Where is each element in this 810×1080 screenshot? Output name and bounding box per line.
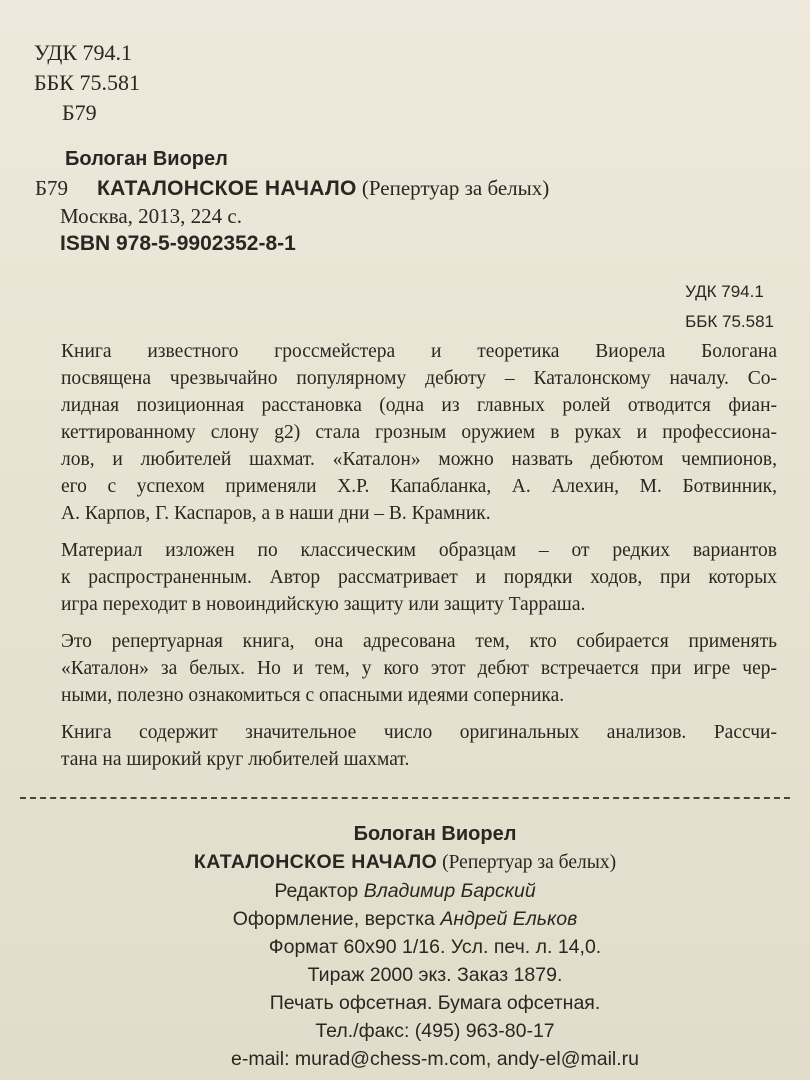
abstract-line: лидная позиционная расстановка (одна из главных ролей отводится фиан- (61, 395, 777, 416)
abstract-paragraph-3 (25, 628, 777, 709)
colophon-author: Бологан Виорел (353, 823, 517, 845)
card-publication: Москва, 2013, 224 с. (60, 204, 242, 228)
colophon-editor (0, 877, 810, 905)
abstract-line: Книга содержит значительное число оригинальных анализов. Рассчи- (61, 722, 777, 743)
colophon-title-rest: (Репертуар за белых) (442, 852, 617, 873)
bbk-code: ББК 75.581 (34, 70, 140, 95)
card-title-rest: (Репертуар за белых) (361, 176, 550, 200)
colophon (0, 820, 810, 1073)
abstract-line: А. Карпов, Г. Каспаров, а в наши дни – В. Крамник. (61, 503, 491, 524)
card-isbn: ISBN 978-5-9902352-8-1 (60, 232, 296, 255)
editor-name: Владимир Барский (363, 880, 536, 902)
abstract-line: лов, и любителей шахмат. «Каталон» можно назвать дебютом чемпионов, (61, 449, 777, 470)
abstract-paragraph-2 (25, 537, 777, 618)
colophon-printing: Печать офсетная. Бумага офсетная. (269, 992, 601, 1014)
classification-codes (34, 38, 140, 128)
abstract-paragraph-1 (25, 338, 777, 527)
colophon-title (0, 848, 810, 877)
card-title (97, 176, 549, 201)
colophon-email: e-mail: murad@chess-m.com, andy-el@mail.ru (230, 1048, 640, 1070)
colophon-design (0, 905, 810, 933)
abstract-line: посвящена чрезвычайно популярному дебюту – Каталонскому началу. Со- (61, 368, 777, 389)
colophon-phone: Тел./факс: (495) 963-80-17 (315, 1020, 555, 1042)
right-udk-code: УДК 794.1 (685, 282, 764, 301)
design-name: Андрей Ельков (440, 908, 578, 930)
right-bbk-code: ББК 75.581 (685, 312, 774, 331)
abstract-line: кеттированному слону g2) стала грозным оружием в руках и профессиона- (61, 422, 777, 443)
abstract-line: Книга известного гроссмейстера и теоретика Виорела Бологана (61, 341, 777, 362)
abstract-line: тана на широкий круг любителей шахмат. (61, 749, 410, 770)
abstract-line: к распространенным. Автор рассматривает и порядки ходов, при которых (61, 567, 777, 588)
abstract-paragraph-4 (25, 719, 777, 773)
author-mark: Б79 (62, 100, 97, 125)
card-title-bold: КАТАЛОНСКОЕ НАЧАЛО (97, 177, 357, 200)
colophon-title-bold: КАТАЛОНСКОЕ НАЧАЛО (193, 851, 438, 873)
abstract-line: «Каталон» за белых. Но и тем, у кого этот дебют встречается при игре чер- (61, 658, 777, 679)
right-classification-codes (685, 277, 774, 337)
design-label: Оформление, верстка (232, 908, 435, 930)
card-class-code: Б79 (35, 176, 69, 200)
colophon-format: Формат 60х90 1/16. Усл. печ. л. 14,0. (268, 936, 602, 958)
abstract-line: Материал изложен по классическим образцам – от редких вариантов (61, 540, 777, 561)
colophon-print-run: Тираж 2000 экз. Заказ 1879. (307, 964, 563, 986)
dashed-divider (20, 797, 790, 799)
editor-label: Редактор (274, 880, 359, 902)
abstract-line: Это репертуарная книга, она адресована тем, кто собирается применять (61, 631, 777, 652)
card-author: Бологан Виорел (65, 148, 228, 170)
abstract (25, 338, 777, 783)
abstract-line: его с успехом применяли Х.Р. Капабланка, А. Алехин, М. Ботвинник, (61, 476, 777, 497)
abstract-line: ными, полезно ознакомиться с опасными идеями соперника. (61, 685, 565, 706)
abstract-line: игра переходит в новоиндийскую защиту или защиту Тарраша. (61, 594, 586, 615)
udk-code: УДК 794.1 (34, 40, 133, 65)
